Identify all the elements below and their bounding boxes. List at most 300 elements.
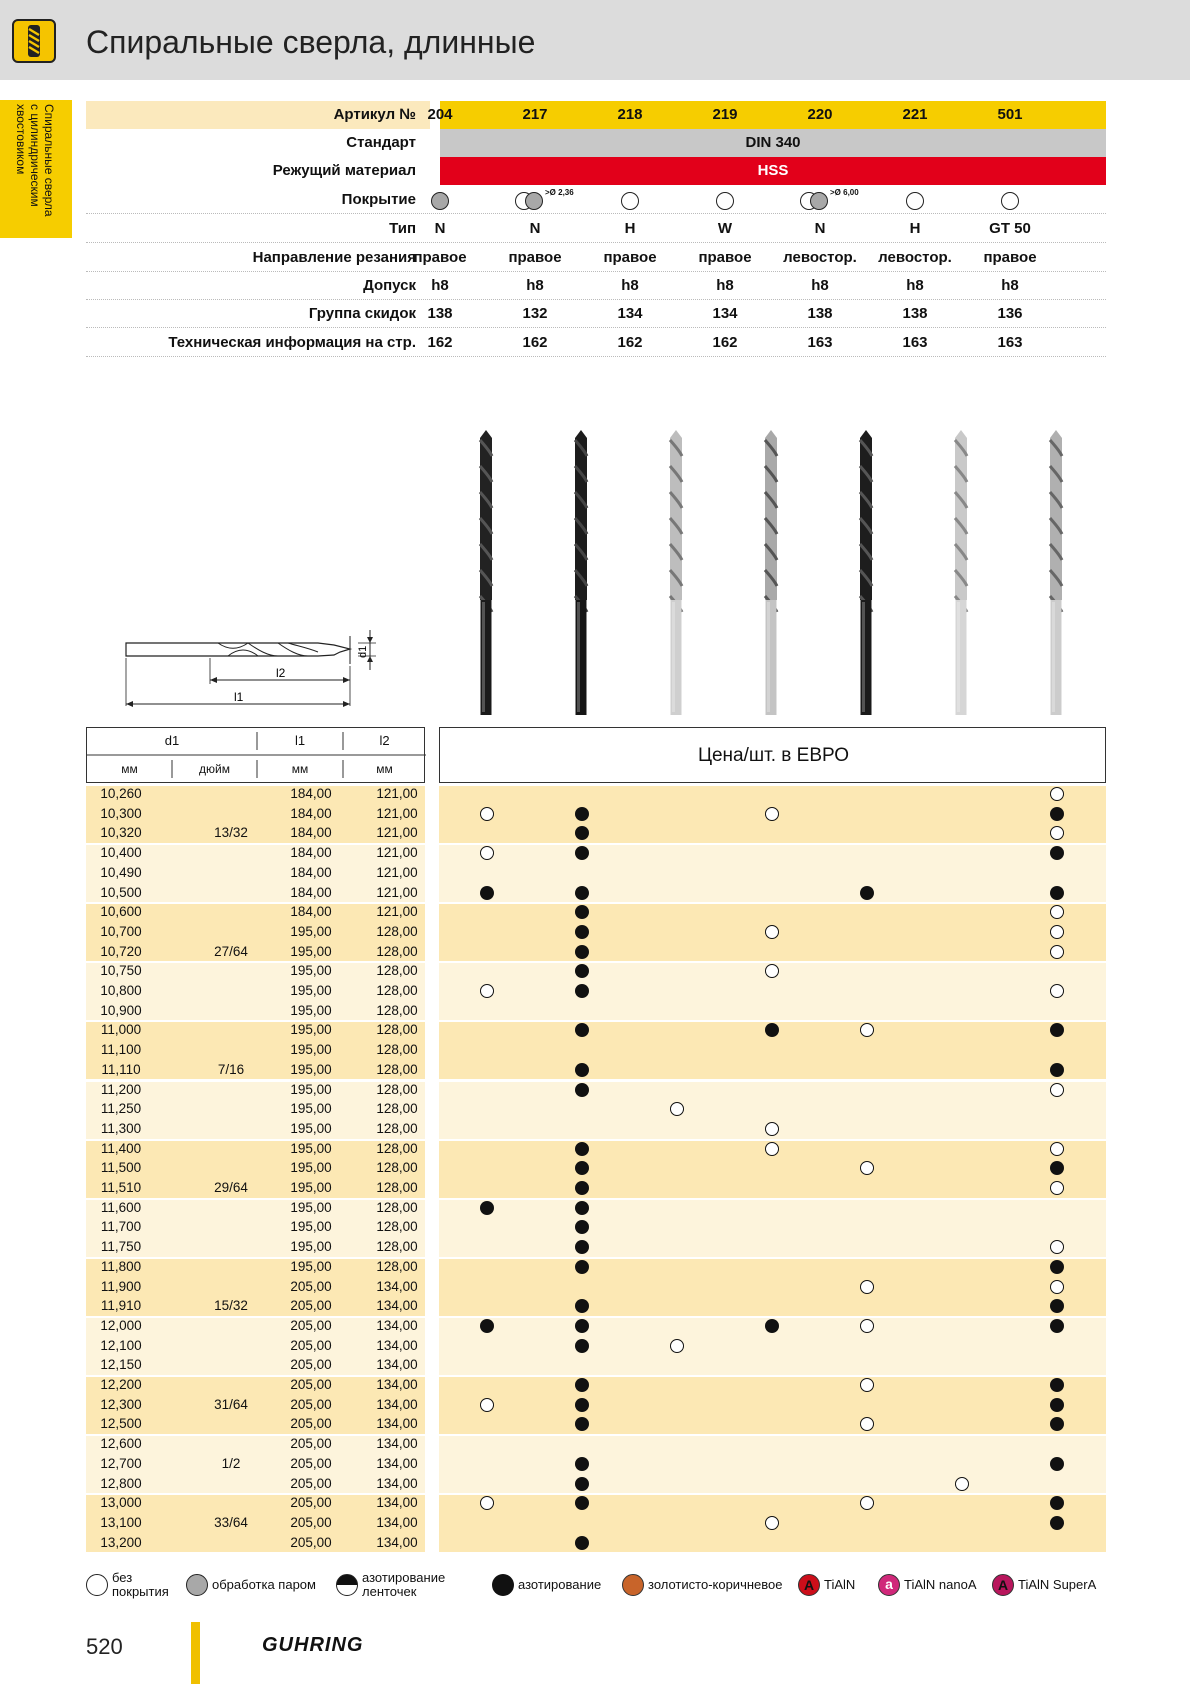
col-d1-header: d1	[164, 733, 180, 748]
available-stock-dot	[575, 925, 589, 939]
type-value: H	[909, 220, 921, 237]
l2-value: 121,00	[376, 845, 418, 861]
l2-value: 134,00	[376, 1298, 418, 1314]
l1-value: 205,00	[290, 1278, 332, 1294]
l2-value: 134,00	[376, 1377, 418, 1392]
table-row	[86, 1198, 425, 1218]
available-stock-dot	[1050, 1063, 1064, 1077]
coating-uncoated-icon	[1001, 192, 1019, 210]
col-l2-unit: мм	[376, 762, 393, 776]
l2-value: 134,00	[376, 1396, 418, 1412]
l1-value: 195,00	[290, 1180, 332, 1195]
l1-value: 205,00	[290, 1298, 332, 1314]
available-stock-dot	[575, 1339, 589, 1353]
table-row	[86, 1296, 425, 1316]
spec-row-discount	[86, 300, 1106, 328]
table-row	[86, 823, 425, 843]
techinfo-value: 163	[997, 334, 1023, 351]
l1-value: 195,00	[290, 1120, 332, 1136]
spec-row-techinfo	[86, 329, 1106, 357]
available-order-dot	[1050, 1181, 1064, 1195]
d1-mm: 11,910	[100, 1298, 142, 1314]
l2-value: 121,00	[376, 864, 418, 880]
diagram-l2-label: l2	[276, 666, 286, 680]
legend-nitrided: азотирование	[518, 1577, 602, 1592]
d1-mm: 10,800	[100, 983, 142, 998]
l2-value: 121,00	[376, 884, 418, 900]
available-order-dot	[1050, 787, 1064, 801]
l1-value: 205,00	[290, 1377, 332, 1392]
d1-mm: 13,200	[100, 1534, 142, 1550]
l2-value: 128,00	[376, 1140, 418, 1156]
available-stock-dot	[575, 1457, 589, 1471]
d1-mm: 10,300	[100, 805, 142, 821]
d1-mm: 11,100	[100, 1042, 142, 1058]
table-row	[86, 1336, 425, 1356]
table-row	[86, 1020, 425, 1040]
available-order-dot	[480, 984, 494, 998]
table-row	[86, 1139, 425, 1159]
l2-value: 128,00	[376, 1081, 418, 1097]
drill-image	[758, 430, 784, 715]
d1-inch: 15/32	[214, 1298, 248, 1314]
tolerance-value: h8	[716, 277, 734, 294]
d1-inch: 7/16	[217, 1061, 245, 1077]
spec-row-standard	[86, 129, 1106, 157]
available-order-dot	[480, 846, 494, 860]
type-value: N	[529, 220, 541, 237]
table-row	[86, 843, 425, 863]
l1-value: 184,00	[290, 845, 332, 861]
l1-value: 205,00	[290, 1317, 332, 1333]
spec-label-tolerance: Допуск	[363, 277, 416, 294]
available-stock-dot	[1050, 1260, 1064, 1274]
discount-value: 136	[997, 305, 1023, 322]
available-stock-dot	[575, 1260, 589, 1274]
d1-mm: 11,300	[100, 1120, 142, 1136]
table-row	[86, 961, 425, 981]
legend-gold: золотисто-коричневое	[648, 1577, 783, 1592]
article-number: 501	[997, 106, 1023, 123]
available-stock-dot	[575, 1319, 589, 1333]
l2-value: 134,00	[376, 1495, 418, 1511]
d1-mm: 11,200	[100, 1081, 142, 1097]
l1-value: 195,00	[290, 1101, 332, 1117]
l1-value: 195,00	[290, 1022, 332, 1038]
d1-mm: 12,300	[100, 1396, 142, 1412]
coating-uncoated-icon	[621, 192, 639, 210]
spec-label-material: Режущий материал	[272, 162, 416, 179]
techinfo-value: 163	[902, 334, 928, 351]
diagram-l1-label: l1	[234, 690, 244, 704]
direction-value: левостор.	[878, 249, 952, 266]
type-value: N	[434, 220, 446, 237]
d1-mm: 11,750	[100, 1239, 142, 1255]
spec-row-article	[86, 101, 1106, 129]
d1-mm: 11,510	[100, 1180, 142, 1195]
l1-value: 205,00	[290, 1396, 332, 1412]
available-stock-dot	[575, 1240, 589, 1254]
table-row	[86, 1119, 425, 1139]
tialn-supera-icon: A	[992, 1574, 1014, 1596]
available-stock-dot	[575, 846, 589, 860]
l2-value: 128,00	[376, 1042, 418, 1058]
section-tab-line: Спиральные сверла	[42, 104, 56, 217]
section-tab-label	[14, 104, 56, 232]
d1-mm: 10,600	[100, 904, 142, 920]
available-stock-dot	[860, 886, 874, 900]
dimension-table-header	[86, 727, 425, 783]
d1-mm: 11,110	[101, 1061, 141, 1077]
l2-value: 121,00	[376, 904, 418, 920]
col-l1-header: l1	[294, 733, 306, 748]
available-stock-dot	[575, 1378, 589, 1392]
spec-label-standard: Стандарт	[346, 134, 416, 151]
available-stock-dot	[575, 1142, 589, 1156]
d1-mm: 11,400	[100, 1140, 142, 1156]
available-stock-dot	[575, 945, 589, 959]
coating-steam-icon	[525, 192, 543, 210]
l1-value: 184,00	[290, 904, 332, 920]
drill-image	[853, 430, 879, 715]
legend-tialn-supera: TiAlN SuperA	[1018, 1577, 1097, 1592]
l1-value: 195,00	[290, 1061, 332, 1077]
d1-mm: 10,490	[100, 864, 142, 880]
gold-coating-icon	[622, 1574, 644, 1596]
available-order-dot	[1050, 1142, 1064, 1156]
article-number: 219	[712, 106, 738, 123]
available-order-dot	[1050, 945, 1064, 959]
spec-label-techinfo: Техническая информация на стр.	[168, 334, 416, 351]
d1-mm: 12,200	[100, 1377, 142, 1392]
table-row	[86, 1434, 425, 1454]
techinfo-value: 162	[522, 334, 548, 351]
page-header	[0, 0, 1190, 80]
d1-mm: 11,000	[100, 1022, 142, 1038]
row-band	[439, 1436, 1106, 1493]
available-stock-dot	[575, 1083, 589, 1097]
d1-mm: 12,700	[100, 1455, 142, 1471]
table-row	[86, 1040, 425, 1060]
footer-accent-bar	[191, 1622, 200, 1684]
d1-mm: 12,150	[100, 1357, 142, 1373]
table-row	[86, 1080, 425, 1100]
type-value: N	[814, 220, 826, 237]
col-mm-unit: мм	[121, 762, 138, 776]
available-order-dot	[480, 1398, 494, 1412]
tialn-icon: A	[798, 1574, 820, 1596]
available-order-dot	[1050, 984, 1064, 998]
table-row	[86, 981, 425, 1001]
d1-mm: 10,500	[100, 884, 142, 900]
l2-value: 128,00	[376, 1180, 418, 1195]
table-row	[86, 1158, 425, 1178]
available-stock-dot	[1050, 1319, 1064, 1333]
section-tab-line: хвостовиком	[14, 104, 28, 175]
spec-row-type	[86, 215, 1106, 243]
d1-mm: 12,800	[100, 1475, 142, 1491]
spec-row-material	[86, 157, 1106, 185]
l2-value: 121,00	[376, 786, 418, 801]
l1-value: 205,00	[290, 1436, 332, 1452]
drill-image	[663, 430, 689, 715]
available-stock-dot	[480, 886, 494, 900]
available-stock-dot	[765, 1319, 779, 1333]
available-order-dot	[1050, 1240, 1064, 1254]
available-order-dot	[765, 1122, 779, 1136]
l2-value: 128,00	[376, 1199, 418, 1215]
spec-label-coating: Покрытие	[341, 191, 416, 208]
tialn-nano-icon: a	[878, 1574, 900, 1596]
l1-value: 195,00	[290, 1219, 332, 1235]
drill-image	[948, 430, 974, 715]
table-row	[86, 922, 425, 942]
l1-value: 184,00	[290, 864, 332, 880]
available-stock-dot	[480, 1319, 494, 1333]
d1-mm: 10,900	[100, 1002, 142, 1018]
available-stock-dot	[1050, 1457, 1064, 1471]
l1-value: 205,00	[290, 1337, 332, 1353]
d1-mm: 10,400	[100, 845, 142, 861]
l1-value: 184,00	[290, 884, 332, 900]
legend-tialn-nano: TiAlN nanoA	[904, 1577, 977, 1592]
available-order-dot	[765, 925, 779, 939]
direction-value: правое	[698, 249, 752, 266]
d1-mm: 12,100	[100, 1337, 142, 1353]
available-stock-dot	[575, 984, 589, 998]
d1-mm: 10,320	[100, 825, 142, 841]
tolerance-value: h8	[906, 277, 924, 294]
coating-uncoated-icon	[906, 192, 924, 210]
available-stock-dot	[575, 1477, 589, 1491]
table-row	[86, 1099, 425, 1119]
page-title: Спиральные сверла, длинные	[86, 24, 536, 60]
table-row	[86, 1257, 425, 1277]
table-row	[86, 1060, 425, 1080]
l2-value: 128,00	[376, 983, 418, 998]
available-order-dot	[1050, 1083, 1064, 1097]
l2-value: 134,00	[376, 1416, 418, 1432]
d1-mm: 12,600	[100, 1436, 142, 1452]
available-order-dot	[765, 807, 779, 821]
table-row	[86, 1395, 425, 1415]
uncoated-icon	[86, 1574, 108, 1596]
table-row	[86, 1316, 425, 1336]
spec-row-coating	[86, 186, 1106, 214]
diagram-d1-label: d1	[357, 645, 369, 658]
l2-value: 128,00	[376, 1061, 418, 1077]
type-value: W	[717, 220, 733, 237]
l2-value: 134,00	[376, 1475, 418, 1491]
available-stock-dot	[575, 1063, 589, 1077]
col-l2-header: l2	[379, 733, 390, 748]
available-stock-dot	[1050, 846, 1064, 860]
nitrided-icon	[492, 1574, 514, 1596]
tolerance-value: h8	[621, 277, 639, 294]
available-order-dot	[860, 1280, 874, 1294]
type-value: H	[624, 220, 636, 237]
material-value: HSS	[757, 162, 789, 179]
table-row	[86, 1001, 425, 1021]
coating-steam-icon	[431, 192, 449, 210]
article-number: 218	[617, 106, 643, 123]
discount-value: 132	[522, 305, 548, 322]
d1-mm: 11,700	[100, 1219, 142, 1235]
l1-value: 195,00	[290, 983, 332, 998]
table-row	[86, 1533, 425, 1553]
table-row	[86, 863, 425, 883]
available-order-dot	[955, 1477, 969, 1491]
available-stock-dot	[575, 1201, 589, 1215]
available-order-dot	[670, 1339, 684, 1353]
drill-image	[568, 430, 594, 715]
l1-value: 184,00	[290, 825, 332, 841]
legend	[86, 1568, 1106, 1602]
article-number: 204	[427, 106, 453, 123]
table-row	[86, 1178, 425, 1198]
l1-value: 195,00	[290, 1081, 332, 1097]
l1-value: 195,00	[290, 963, 332, 979]
d1-mm: 10,750	[100, 963, 142, 979]
price-table-header	[439, 727, 1106, 783]
spec-row-direction	[86, 244, 1106, 272]
available-stock-dot	[575, 1398, 589, 1412]
available-order-dot	[480, 807, 494, 821]
d1-mm: 11,600	[100, 1199, 142, 1215]
col-inch-unit: дюйм	[199, 762, 230, 776]
d1-mm: 11,800	[100, 1258, 142, 1274]
techinfo-value: 162	[617, 334, 643, 351]
row-band	[439, 845, 1106, 902]
d1-inch: 33/64	[214, 1514, 248, 1530]
d1-mm: 12,500	[100, 1416, 142, 1432]
l1-value: 195,00	[290, 1042, 332, 1058]
l1-value: 205,00	[290, 1416, 332, 1432]
l2-value: 128,00	[376, 1219, 418, 1235]
spec-row-tolerance	[86, 272, 1106, 300]
article-number: 220	[807, 106, 833, 123]
available-stock-dot	[1050, 886, 1064, 900]
l2-value: 134,00	[376, 1317, 418, 1333]
l1-value: 205,00	[290, 1357, 332, 1373]
col-l1-unit: мм	[291, 762, 309, 776]
available-stock-dot	[575, 1181, 589, 1195]
d1-mm: 13,000	[100, 1495, 142, 1511]
spec-label-article: Артикул №	[333, 106, 416, 123]
available-stock-dot	[575, 807, 589, 821]
l1-value: 205,00	[290, 1514, 332, 1530]
d1-mm: 10,700	[100, 923, 142, 939]
available-order-dot	[860, 1378, 874, 1392]
table-row	[86, 942, 425, 962]
l1-value: 205,00	[290, 1495, 332, 1511]
table-row	[86, 1414, 425, 1434]
row-band	[439, 1377, 1106, 1434]
l2-value: 128,00	[376, 1160, 418, 1176]
table-row	[86, 1474, 425, 1494]
l1-value: 195,00	[290, 1199, 332, 1215]
legend-uncoated: без покрытия	[112, 1570, 169, 1599]
legend-tialn: TiAlN	[824, 1577, 856, 1592]
section-tab-line: с цилиндрическим	[28, 104, 42, 207]
table-row	[86, 1375, 425, 1395]
d1-mm: 11,900	[100, 1278, 142, 1294]
l2-value: 128,00	[376, 1239, 418, 1255]
coating-steam-icon	[810, 192, 828, 210]
standard-value: DIN 340	[745, 134, 801, 151]
drill-image	[473, 430, 499, 715]
steam-icon	[186, 1574, 208, 1596]
table-row	[86, 1277, 425, 1297]
direction-value: правое	[983, 249, 1037, 266]
table-row	[86, 804, 425, 824]
l1-value: 195,00	[290, 1002, 332, 1018]
available-order-dot	[1050, 925, 1064, 939]
discount-value: 138	[427, 305, 453, 322]
row-band	[439, 1259, 1106, 1316]
tolerance-value: h8	[431, 277, 449, 294]
drill-logo-icon	[12, 19, 56, 63]
d1-inch: 31/64	[214, 1396, 248, 1412]
page-number: 520	[86, 1634, 123, 1659]
l2-value: 128,00	[376, 1002, 418, 1018]
l1-value: 205,00	[290, 1475, 332, 1491]
d1-mm: 11,500	[100, 1160, 142, 1176]
l2-value: 134,00	[376, 1337, 418, 1353]
brand-logo: GUHRING	[262, 1634, 364, 1656]
tolerance-value: h8	[1001, 277, 1019, 294]
direction-value: левостор.	[783, 249, 857, 266]
l2-value: 128,00	[376, 1022, 418, 1038]
techinfo-value: 162	[712, 334, 738, 351]
l2-value: 134,00	[376, 1534, 418, 1550]
table-row	[86, 883, 425, 903]
available-stock-dot	[575, 1536, 589, 1550]
table-row	[86, 1237, 425, 1257]
l1-value: 184,00	[290, 786, 332, 801]
l2-value: 134,00	[376, 1455, 418, 1471]
l1-value: 184,00	[290, 805, 332, 821]
table-row	[86, 1454, 425, 1474]
available-order-dot	[860, 1319, 874, 1333]
spec-label-type: Тип	[389, 220, 416, 237]
l1-value: 205,00	[290, 1455, 332, 1471]
available-order-dot	[1050, 1280, 1064, 1294]
l1-value: 205,00	[290, 1534, 332, 1550]
discount-value: 138	[807, 305, 833, 322]
available-stock-dot	[480, 1201, 494, 1215]
l2-value: 128,00	[376, 1258, 418, 1274]
d1-mm: 11,250	[100, 1101, 142, 1117]
row-band	[439, 1200, 1106, 1257]
d1-inch: 29/64	[214, 1180, 248, 1195]
l1-value: 195,00	[290, 1140, 332, 1156]
coating-uncoated-icon	[716, 192, 734, 210]
direction-value: правое	[413, 249, 467, 266]
l2-value: 128,00	[376, 923, 418, 939]
available-order-dot	[765, 1142, 779, 1156]
d1-inch: 1/2	[221, 1455, 241, 1471]
coating-diameter-note: >Ø 6,00	[830, 188, 859, 197]
l2-value: 134,00	[376, 1278, 418, 1294]
discount-value: 138	[902, 305, 928, 322]
d1-mm: 12,000	[100, 1317, 142, 1333]
l1-value: 195,00	[290, 1239, 332, 1255]
spec-label-discount: Группа скидок	[308, 305, 416, 322]
direction-value: правое	[508, 249, 562, 266]
drill-dimension-diagram	[118, 624, 403, 714]
article-number: 221	[902, 106, 928, 123]
